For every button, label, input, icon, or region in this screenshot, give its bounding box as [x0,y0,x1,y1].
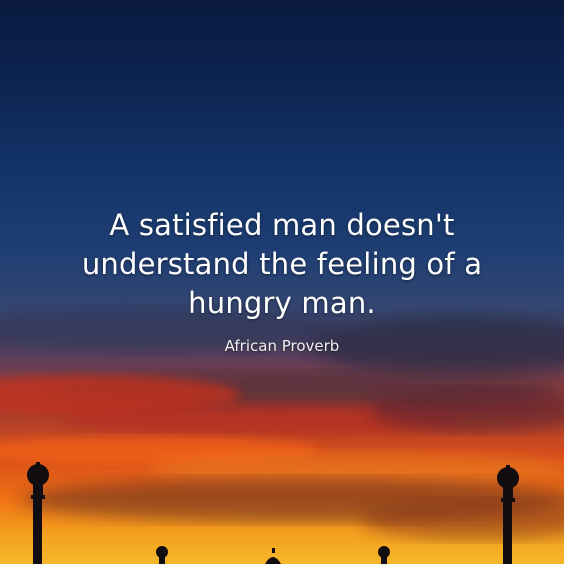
left-lamp-post [27,462,49,564]
right-lamp-post [497,465,519,564]
quote-author: African Proverb [224,337,340,355]
small-domes [156,546,390,564]
quote-block [40,206,524,355]
quote-text: A satisfied man doesn't understand the feeling of a hungry man. [81,208,483,320]
